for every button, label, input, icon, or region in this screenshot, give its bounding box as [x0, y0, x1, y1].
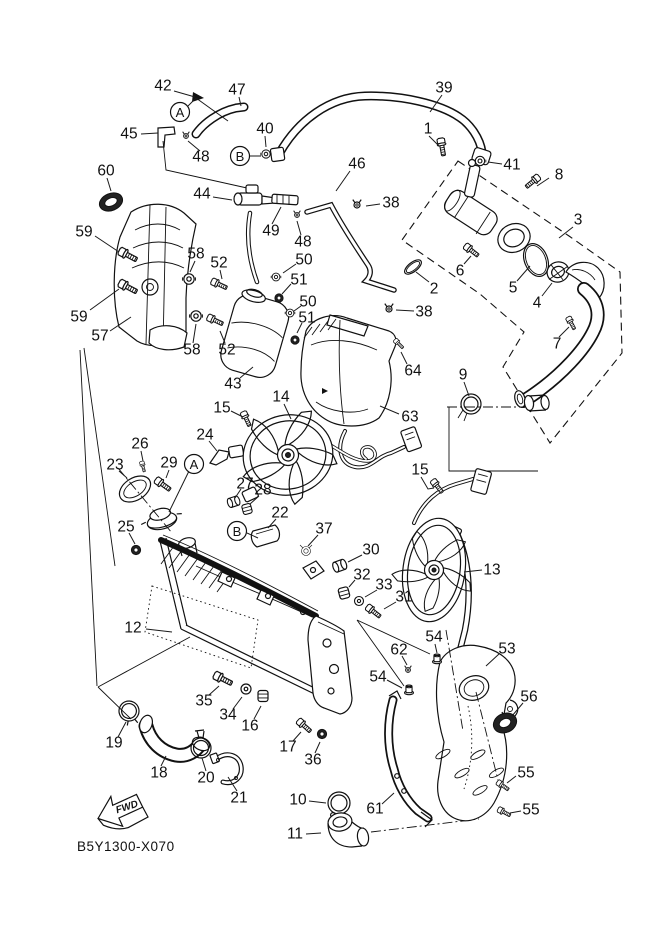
callout-21: 21: [230, 789, 248, 807]
mounting-hardware-illustration: [212, 670, 327, 738]
collar-27: [226, 495, 241, 508]
callout-35: 35: [195, 692, 213, 710]
grommet-58b: [189, 311, 202, 321]
washer-34: [241, 684, 251, 694]
callout-15b: 15: [411, 461, 429, 479]
callout-38a: 38: [382, 194, 400, 212]
callout-26: 26: [131, 435, 149, 453]
callout-63: 63: [401, 408, 419, 426]
callout-5: 5: [508, 279, 518, 297]
callout-43: 43: [224, 375, 242, 393]
bolt-29: [153, 476, 172, 493]
grommet-28: [241, 503, 252, 515]
callout-45: 45: [120, 125, 138, 143]
bolt-17: [295, 717, 313, 734]
leader-2: [416, 272, 429, 282]
bolt-31: [364, 603, 382, 620]
thermostat-group-illustration: [402, 160, 622, 472]
shield-53-illustration: [389, 630, 520, 827]
callout-4: 4: [532, 294, 542, 312]
leader-45: [141, 133, 158, 134]
callout-22: 22: [271, 504, 289, 522]
nut-54a: [433, 654, 442, 664]
callout-19: 19: [105, 734, 123, 752]
callout-3: 3: [573, 211, 583, 229]
callout-38b: 38: [415, 303, 433, 321]
callout-14: 14: [272, 388, 290, 406]
leader-4: [542, 283, 552, 296]
callout-9: 9: [458, 366, 468, 384]
leader-58a: [190, 261, 195, 272]
callout-44: 44: [193, 185, 211, 203]
leader-46: [336, 171, 350, 191]
callout-23: 23: [106, 456, 124, 474]
leader-41: [488, 162, 502, 164]
callout-52b: 52: [218, 341, 236, 359]
leader-38b: [396, 310, 414, 311]
callout-37: 37: [315, 520, 333, 538]
callout-51b: 51: [298, 309, 316, 327]
callout-48a: 48: [192, 148, 210, 166]
nut-51a: [275, 294, 283, 302]
nut-36: [317, 729, 326, 738]
callout-36: 36: [304, 751, 322, 769]
clip-62: [405, 666, 412, 673]
callout-59b: 59: [70, 308, 88, 326]
callout-58b: 58: [183, 341, 201, 359]
callout-55b: 55: [522, 801, 540, 819]
leader-11: [306, 833, 321, 834]
bolt-6: [462, 242, 480, 259]
callout-8: 8: [554, 166, 564, 184]
callout-27: 27: [236, 475, 254, 493]
grommet-50a: [271, 273, 281, 281]
clip-38a: [353, 200, 361, 208]
callout-20: 20: [197, 769, 215, 787]
cap: [138, 503, 184, 534]
callout-25: 25: [117, 518, 135, 536]
callout-28: 28: [254, 481, 272, 499]
leader-49: [272, 207, 281, 224]
ref-circle-b-3: [228, 522, 247, 541]
collar-30: [331, 559, 347, 573]
leader-ref-A-0: [188, 98, 196, 106]
housing-flange: [493, 218, 535, 257]
callout-30: 30: [362, 541, 380, 559]
leader-5: [517, 266, 530, 281]
ref-circle-a-2: [185, 455, 204, 474]
upper-hoses-illustration: [158, 92, 492, 188]
bolt-8: [524, 173, 542, 190]
callout-2: 2: [429, 280, 439, 298]
callout-39: 39: [435, 79, 453, 97]
leader-58b: [193, 324, 196, 343]
clip-48a: [183, 132, 190, 139]
svg-text:B: B: [232, 524, 242, 539]
callout-15a: 15: [213, 399, 231, 417]
callout-59a: 59: [75, 223, 93, 241]
callout-1: 1: [423, 120, 433, 138]
nut-25: [131, 545, 140, 554]
callout-54a: 54: [425, 628, 443, 646]
callout-10: 10: [289, 791, 307, 809]
callout-48b: 48: [294, 233, 312, 251]
callout-40: 40: [256, 120, 274, 138]
callout-41: 41: [503, 156, 521, 174]
washer-33: [355, 597, 364, 606]
nut-51b: [291, 336, 299, 344]
screw-52b: [206, 313, 225, 327]
callout-13: 13: [483, 561, 501, 579]
grommet-32: [338, 586, 351, 599]
leader-26: [141, 451, 143, 461]
clip-48b: [294, 211, 301, 218]
callout-51a: 51: [290, 271, 308, 289]
screw-26: [139, 461, 147, 473]
callout-50a: 50: [295, 251, 313, 269]
leader-3: [559, 227, 573, 238]
leader-38a: [366, 204, 380, 206]
leader-6: [464, 256, 471, 264]
leader-44: [213, 197, 232, 200]
callout-46: 46: [348, 155, 366, 173]
elbow-11: [327, 811, 370, 847]
callout-60: 60: [97, 162, 115, 180]
svg-text:A: A: [189, 457, 199, 472]
callout-24: 24: [196, 426, 214, 444]
pad-22: [251, 525, 279, 547]
ref-circle-b-1: [231, 147, 250, 166]
nut-54b: [405, 685, 414, 695]
callout-31: 31: [395, 588, 413, 606]
callout-29: 29: [160, 454, 178, 472]
callout-6: 6: [455, 262, 465, 280]
bolt-15a: [239, 410, 253, 428]
valve-44: [234, 185, 276, 205]
clamp-9: [458, 394, 481, 421]
clamp-19: [117, 699, 142, 727]
callout-17: 17: [279, 738, 297, 756]
leader-60: [107, 178, 111, 191]
svg-text:B: B: [235, 149, 245, 164]
screw-55b: [496, 806, 511, 818]
callout-54b: 54: [369, 668, 387, 686]
callout-32: 32: [353, 566, 371, 584]
callout-42: 42: [154, 77, 172, 95]
callout-47: 47: [228, 81, 246, 99]
clamp-37: [300, 545, 312, 556]
leader-59a: [95, 236, 119, 252]
leader-54b: [387, 680, 402, 688]
bracket-24: [210, 450, 229, 465]
fwd-arrow: [93, 787, 149, 835]
callout-33: 33: [375, 576, 393, 594]
callout-7: 7: [552, 335, 562, 353]
callout-16: 16: [241, 717, 259, 735]
callout-52a: 52: [210, 254, 228, 272]
callout-49: 49: [262, 222, 280, 240]
callout-53: 53: [498, 640, 516, 658]
callout-61: 61: [366, 800, 384, 818]
leader-61: [382, 793, 394, 804]
leader-30: [348, 555, 362, 562]
leader-12: [146, 629, 172, 632]
leader-ref-A-2: [169, 471, 189, 512]
callout-11: 11: [286, 825, 304, 843]
callout-34: 34: [219, 706, 237, 724]
grommet-40: [261, 150, 272, 158]
connector-2: [470, 468, 491, 494]
callout-12: 12: [124, 619, 142, 637]
bolt-35: [212, 670, 234, 687]
figure-code: B5Y1300-X070: [77, 839, 175, 854]
clip-38b: [385, 304, 393, 312]
callout-57: 57: [91, 327, 109, 345]
screw-52a: [210, 277, 229, 291]
fwd-label: FWD: [114, 798, 140, 817]
leader-9: [464, 382, 469, 396]
leader-55a: [507, 776, 516, 783]
leader-42: [174, 91, 195, 97]
callout-62: 62: [390, 641, 408, 659]
leader-10: [309, 801, 326, 803]
callout-50b: 50: [299, 293, 317, 311]
callout-58a: 58: [187, 245, 205, 263]
bolt-1: [436, 137, 448, 156]
svg-text:A: A: [175, 105, 185, 120]
o-ring-2: [402, 257, 423, 277]
callout-56: 56: [520, 688, 538, 706]
callout-18: 18: [150, 764, 168, 782]
elbow-45: [158, 127, 175, 147]
ref-circle-a-0: [171, 103, 190, 122]
leader-40: [265, 136, 266, 147]
callout-55a: 55: [517, 764, 535, 782]
grommet-16: [258, 691, 268, 702]
leader-55b: [510, 811, 521, 813]
leader-31: [384, 602, 396, 609]
callout-64: 64: [404, 362, 422, 380]
